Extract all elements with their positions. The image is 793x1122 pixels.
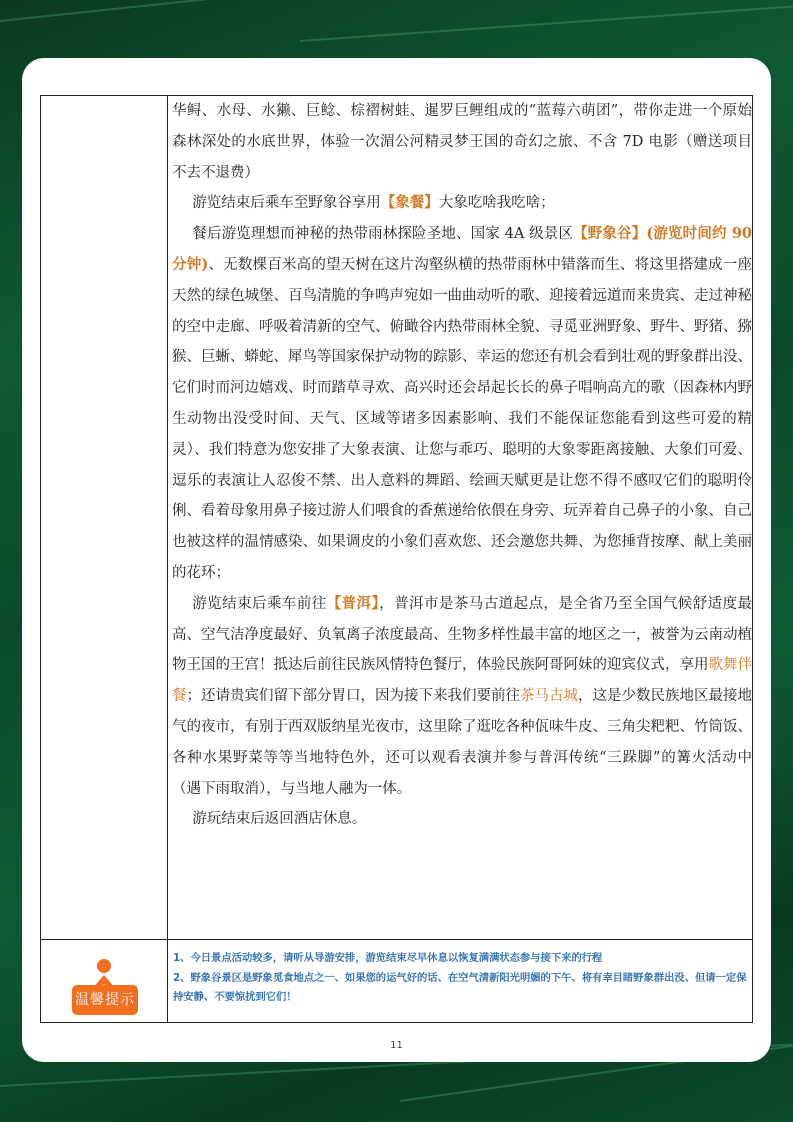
highlight-elephant-meal: 【象餐】 [380, 194, 439, 212]
paragraph-puer: 游览结束后乘车前往【普洱】，普洱市是茶马古道起点，是全省乃至全国气候舒适度最高、空气洁净度最好、负氧离子浓度最高、生物多样性最丰富的地区之一，被誉为云南动植物王国的王宫！抵达后前往民族风情特色餐厅，体验民族阿哥阿妹的迎宾仪式，享用歌舞伴餐；还请贵宾们留下部分胃口，因为接下来我们要前往茶马古城，这是少数民族地区最接地气的夜市，有别于西双版纳星光夜市，这里除了逛吃各种佤味牛皮、三角尖粑粑、竹筒饭、各种水果野菜等等当地特色外，还可以观看表演并参与普洱传统“三跺脚”的篝火活动中（遇下雨取消），与当地人融为一体。 [172, 594, 753, 797]
highlight-puer: 【普洱】 [326, 594, 380, 612]
tip-item: 2、野象谷景区是野象觅食地点之一、如果您的运气好的话、在空气清新阳光明媚的下午、将有幸目睹野象群出没、但请一定保持安静、不要惊扰到它们！ [173, 971, 747, 1003]
paragraph-elephant-meal: 游览结束后乘车至野象谷享用【象餐】大象吃啥我吃啥； [192, 194, 555, 212]
table-row-divider [40, 939, 753, 940]
tip-item: 1、今日景点活动较多，请听从导游安排，游览结束尽早休息以恢复满满状态参与接下来的行程 [173, 952, 603, 964]
paragraph-aquarium: 华鲟、水母、水獭、巨鲶、棕褶树蛙、暹罗巨鲤组成的“蓝莓六萌团”，带你走进一个原始森林深处的水底世界，体验一次湄公河精灵梦王国的奇幻之旅、不含 7D 电影（赠送项目不去不退费） [172, 103, 752, 181]
highlight-tea-horse-town: 茶马古城 [520, 688, 578, 705]
highlight-dance-dinner: 歌舞伴餐 [172, 657, 752, 705]
highlight-wild-elephant-valley: 【野象谷】(游览时间约 90 分钟) [172, 225, 752, 273]
itinerary-description [172, 96, 752, 835]
page-number: 11 [390, 1040, 403, 1051]
tips-list [173, 949, 749, 1008]
paragraph-return-hotel: 游玩结束后返回酒店休息。 [192, 811, 367, 828]
background-stripe [0, 0, 497, 22]
paragraph-wild-elephant-valley: 餐后游览理想而神秘的热带雨林探险圣地、国家 4A 级景区【野象谷】(游览时间约 90 分钟)、无数棵百米高的望天树在这片沟壑纵横的热带雨林中错落而生、将这里搭建成一座天然的绿色城堡、百鸟清脆的争鸣声宛如一曲曲动听的歌、迎接着远道而来贵宾、走过神秘的空中走廊、呼吸着清新的空气、俯瞰谷内热带雨林全貌、寻觅亚洲野象、野牛、野猪、猕猴、巨蜥、蟒蛇、犀鸟等国家保护动物的踪影、幸运的您还有机会看到壮观的野象群出没、它们时而河边嬉戏、时而踏草寻欢、高兴时还会昂起长长的鼻子唱响高亢的歌（因森林内野生动物出没受时间、天气、区域等诸多因素影响、我们不能保证您能看到这些可爱的精灵）、我们特意为您安排了大象表演、让您与乖巧、聪明的大象零距离接触、大象们可爱、逗乐的表演让人忍俊不禁、出人意料的舞蹈、绘画天赋更是让您不得不感叹它们的聪明伶俐、看着母象用鼻子接过游人们喂食的香蕉递给依偎在身旁、玩弄着自己鼻子的小象、自己也被这样的温情感染、如果调皮的小象们喜欢您、还会邀您共舞、为您捶背按摩、献上美丽的花环； [172, 225, 752, 581]
table-column-divider [167, 95, 168, 1023]
tips-badge: 温馨提示 [72, 985, 138, 1015]
background-stripe [300, 5, 793, 42]
